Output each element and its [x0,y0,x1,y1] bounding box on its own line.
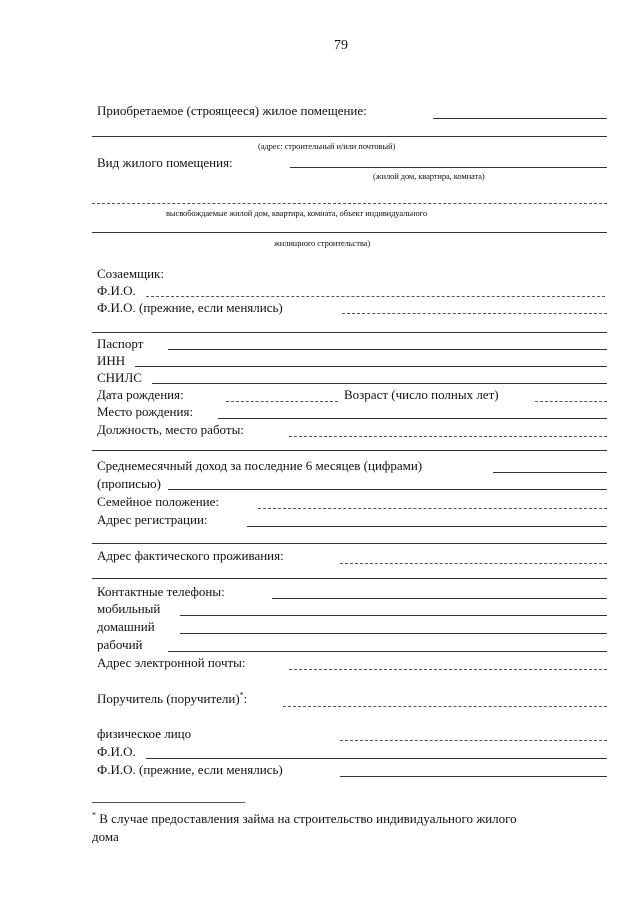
guarantor-title-text: Поручитель (поручители) [97,691,240,706]
address-line[interactable] [92,136,607,137]
guarantor-fio-prev-field-line[interactable] [340,776,607,777]
actual-address-field-line[interactable] [340,563,607,564]
income-field-line[interactable] [493,472,607,473]
guarantor-fio-field-line[interactable] [146,758,607,759]
type-field-line[interactable] [290,167,607,168]
age-field-line[interactable] [535,401,607,402]
phones-label: Контактные телефоны: [97,584,225,599]
home-label: домашний [97,619,155,634]
birth-date-label: Дата рождения: [97,387,184,402]
released-line-2[interactable] [92,232,607,233]
mobile-field-line[interactable] [180,615,607,616]
footnote-mark: * [92,810,96,820]
job-label: Должность, место работы: [97,422,244,437]
in-words-field-line[interactable] [168,489,607,490]
marital-label: Семейное положение: [97,494,220,509]
guarantor-colon: : [243,691,248,706]
phones-field-line[interactable] [272,598,607,599]
in-words-label: (прописью) [97,476,161,491]
inn-label: ИНН [97,353,126,368]
fio-prev-label: Ф.И.О. (прежние, если менялись) [97,300,283,315]
passport-label: Паспорт [97,336,144,351]
person-field-line[interactable] [340,740,607,741]
job-extra-line[interactable] [92,450,607,451]
reg-address-field-line[interactable] [247,526,607,527]
page-number: 79 [334,38,348,53]
mobile-label: мобильный [97,601,161,616]
actual-address-label: Адрес фактического проживания: [97,548,284,563]
birth-place-label: Место рождения: [97,404,194,419]
address-hint: (адрес: строительный и/или почтовый) [258,141,396,151]
guarantor-field-line[interactable] [283,706,607,707]
actual-address-extra-line[interactable] [92,578,607,579]
income-label: Среднемесячный доход за последние 6 месяцев (цифрами) [97,458,423,473]
person-label: физическое лицо [97,726,192,741]
email-label: Адрес электронной почты: [97,655,246,670]
released-line[interactable] [92,203,607,204]
coborrower-title: Созаемщик: [97,266,164,281]
marital-field-line[interactable] [258,508,607,509]
guarantor-footnote-mark: * [239,690,244,700]
reg-address-label: Адрес регистрации: [97,512,208,527]
inn-field-line[interactable] [135,366,607,367]
home-field-line[interactable] [180,633,607,634]
footnote-line-1 [92,811,517,826]
guarantor-fio-prev-label: Ф.И.О. (прежние, если менялись) [97,762,283,777]
snils-field-line[interactable] [152,383,607,384]
reg-address-extra-line[interactable] [92,543,607,544]
fio-label: Ф.И.О. [97,283,136,298]
work-label: рабочий [97,637,143,652]
type-label: Вид жилого помещения: [97,155,233,170]
birth-place-field-line[interactable] [218,418,607,419]
footnote-separator [92,802,245,803]
released-hint: высвобождаемые жилой дом, квартира, комната, объект индивидуального [166,208,427,218]
job-field-line[interactable] [289,436,607,437]
birth-date-field-line[interactable] [226,401,338,402]
age-label: Возраст (число полных лет) [344,387,499,402]
type-hint: (жилой дом, квартира, комната) [373,171,485,181]
released-hint-2: жилищного строительства) [274,238,371,248]
work-field-line[interactable] [168,651,607,652]
passport-field-line[interactable] [168,349,607,350]
email-field-line[interactable] [289,669,607,670]
snils-label: СНИЛС [97,370,142,385]
fio-extra-line[interactable] [92,332,607,333]
acquired-field-line[interactable] [433,118,607,119]
footnote-line-2: дома [92,829,119,844]
acquired-label: Приобретаемое (строящееся) жилое помещение: [97,103,367,118]
fio-field-line[interactable] [146,296,605,297]
guarantor-fio-label: Ф.И.О. [97,744,136,759]
fio-prev-field-line[interactable] [342,313,607,314]
guarantor-title [97,691,247,706]
footnote-text: В случае предоставления займа на строительство индивидуального жилого [96,811,517,826]
